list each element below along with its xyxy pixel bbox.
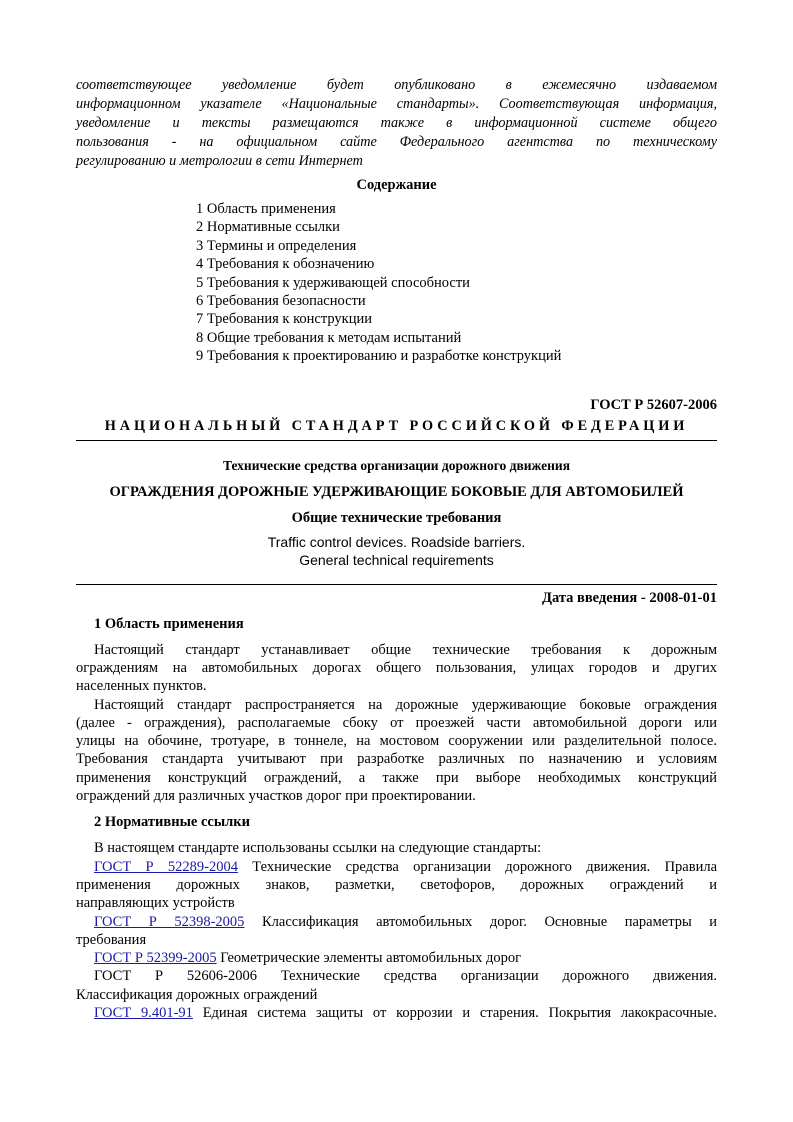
text-line: населенных пунктов. (76, 678, 207, 695)
reference-link[interactable]: ГОСТ Р 52289-2004 (94, 858, 238, 875)
effective-date: Дата введения - 2008-01-01 (542, 589, 717, 606)
toc-item: 3 Термины и определения (196, 237, 357, 254)
toc-item: 7 Требования к конструкции (196, 311, 372, 328)
intro-line: информационном указателе «Национальные стандарты». Соответствующая информация, (76, 96, 717, 112)
reference-item (76, 858, 717, 876)
references-list (76, 839, 717, 1022)
intro-line: соответствующее уведомление будет опубликовано в ежемесячно издаваемом (76, 77, 717, 93)
standard-subtitle-general: Общие технические требования (291, 509, 502, 526)
reference-text: применения дорожных знаков, разметки, светофоров, дорожных ограждений и (76, 876, 717, 893)
reference-text: направляющих устройств (76, 895, 235, 912)
reference-link[interactable]: ГОСТ 9.401-91 (94, 1005, 193, 1021)
toc-item: 6 Требования безопасности (196, 293, 366, 310)
toc-item: 4 Требования к обозначению (196, 256, 375, 273)
reference-text: Технические средства организации дорожного движения. Правила (252, 858, 718, 875)
reference-item (76, 1004, 717, 1022)
text-line: Настоящий стандарт устанавливает общие технические требования к дорожным (94, 641, 717, 658)
toc-item: 1 Область применения (196, 201, 336, 217)
reference-link[interactable]: ГОСТ Р 52398-2005 (94, 913, 245, 930)
section1-paragraph1 (76, 641, 717, 696)
text-line: Требования стандарта учитывают при разработке различных по назначению и условиям (76, 751, 717, 768)
text-line: Настоящий стандарт распространяется на дорожные удерживающие боковые ограждения (94, 696, 717, 713)
text-line: ограждений для различных участков дорог при проектировании. (76, 788, 476, 805)
standard-subtitle: Технические средства организации дорожного движения (222, 457, 571, 473)
text-line: улицы на обочине, тротуаре, в тоннеле, на мостовом сооружении или разделительной полосе. (76, 733, 717, 750)
document-page (76, 76, 717, 1022)
intro-line: уведомление и тексты размещаются также в информационной системе общего (76, 115, 717, 131)
text-line: применения конструкций ограждений, а также при выборе необходимых конструкций (76, 769, 717, 786)
reference-text: Классификация автомобильных дорог. Основные параметры и (261, 913, 718, 930)
toc-item: 9 Требования к проектированию и разработке конструкций (196, 348, 562, 365)
toc-item: 2 Нормативные ссылки (196, 219, 340, 236)
intro-line: регулированию и метрологии в сети Интернет (76, 153, 363, 169)
standard-code: ГОСТ Р 52607-2006 (590, 396, 717, 413)
reference-item (76, 913, 717, 931)
header-divider (76, 440, 717, 441)
references-lead: В настоящем стандарте использованы ссылки на следующие стандарты: (94, 840, 542, 857)
english-title-line: General technical requirements (299, 552, 494, 569)
reference-text: Классификация дорожных ограждений (76, 986, 318, 1003)
reference-text: Геометрические элементы автомобильных дорог (220, 950, 522, 967)
section-heading: 1 Область применения (94, 615, 244, 632)
standard-title: ОГРАЖДЕНИЯ ДОРОЖНЫЕ УДЕРЖИВАЮЩИЕ БОКОВЫЕ ДЛЯ АВТОМОБИЛЕЙ (109, 483, 684, 500)
toc-item: 5 Требования к удерживающей способности (196, 274, 470, 291)
reference-text: Единая система защиты от коррозии и старения. Покрытия лакокрасочные. (202, 1005, 717, 1021)
section1-paragraph2 (76, 696, 717, 806)
intro-paragraph (76, 76, 717, 171)
text-line: ограждениям на автомобильных дорогах общего пользования, улицах городов и других (76, 659, 717, 676)
text-line: (далее - ограждения), располагаемые сбоку от проезжей части автомобильной дороги или (76, 714, 717, 731)
toc-item: 8 Общие требования к методам испытаний (196, 329, 462, 346)
reference-text: требования (76, 931, 147, 948)
intro-line: пользования - на официальном сайте Федерального агентства по техническому (76, 134, 717, 150)
english-title (76, 533, 717, 570)
toc-title: Содержание (356, 177, 437, 193)
table-of-contents (196, 200, 717, 366)
reference-item (76, 949, 717, 967)
title-divider (76, 584, 717, 585)
english-title-line: Traffic control devices. Roadside barriers. (267, 533, 526, 550)
section-heading: 2 Нормативные ссылки (94, 814, 250, 831)
reference-link[interactable]: ГОСТ Р 52399-2005 (94, 950, 217, 967)
reference-item: ГОСТ Р 52606-2006 Технические средства организации дорожного движения. (94, 968, 717, 985)
national-standard-heading: НАЦИОНАЛЬНЫЙ СТАНДАРТ РОССИЙСКОЙ ФЕДЕРАЦИИ (104, 417, 689, 434)
